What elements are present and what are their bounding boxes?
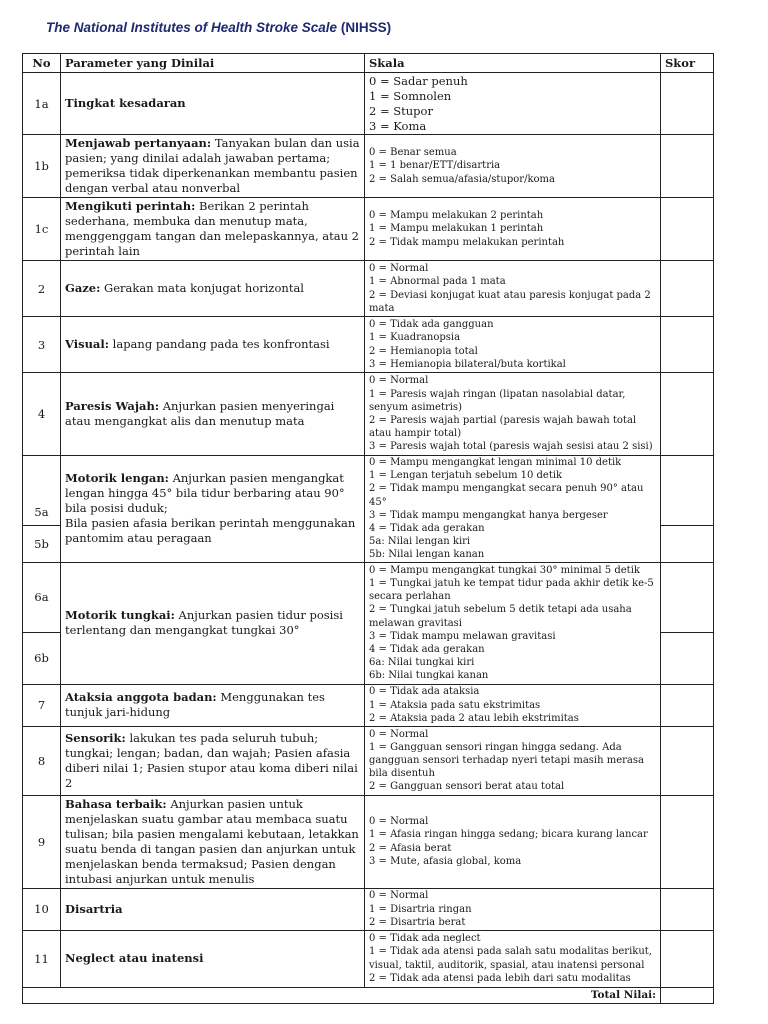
skala-cell — [365, 135, 661, 198]
skala-line: 0 = Mampu mengangkat lengan minimal 10 detik — [369, 457, 622, 468]
skala-line: 1 = Abnormal pada 1 mata — [369, 276, 506, 288]
skor-cell[interactable] — [661, 317, 714, 373]
param-cell — [61, 73, 365, 135]
title-abbr: (NIHSS) — [340, 20, 392, 35]
skala-line: 1 = Somnolen — [369, 88, 452, 103]
param-name: Motorik lengan: — [65, 471, 169, 486]
skala-line: 0 = Normal — [369, 263, 429, 275]
skala-line: 3 = Tidak mampu melawan gravitasi — [369, 630, 556, 642]
skor-cell[interactable] — [661, 632, 714, 684]
skala-cell — [365, 73, 661, 135]
header-skor: Skor — [661, 54, 714, 73]
param-cell — [61, 684, 365, 726]
header-param: Parameter yang Dinilai — [61, 54, 365, 73]
param-name: Visual: — [65, 337, 109, 351]
skala-line: 3 = Mute, afasia global, koma — [369, 855, 522, 867]
row-no: 1a — [23, 73, 61, 135]
skala-line: 4 = Tidak ada gerakan — [369, 643, 485, 655]
skor-cell[interactable] — [661, 562, 714, 632]
skala-line: 0 = Sadar penuh — [369, 73, 468, 88]
param-cell — [61, 261, 365, 317]
param-cell — [61, 373, 365, 456]
table-row — [23, 930, 714, 987]
skala-line: 2 = Tidak mampu mengangkat secara penuh 90° atau 45° — [369, 483, 644, 508]
skala-line: 2 = Afasia berat — [369, 842, 452, 854]
row-no: 1b — [23, 135, 61, 198]
skala-line: 3 = Tidak mampu mengangkat hanya bergeser — [369, 509, 608, 521]
row-no: 6b — [23, 632, 61, 684]
row-no: 9 — [23, 795, 61, 888]
param-cell — [61, 562, 365, 684]
skala-cell — [365, 261, 661, 317]
skala-line: 0 = Tidak ada gangguan — [369, 319, 494, 331]
row-no: 5b — [23, 525, 61, 562]
row-no: 10 — [23, 888, 61, 930]
skala-line: 1 = Disartria ringan — [369, 903, 472, 915]
header-no: No — [23, 54, 61, 73]
param-name: Tingkat kesadaran — [65, 96, 186, 110]
header-skala: Skala — [365, 54, 661, 73]
param-desc: lakukan tes pada seluruh tubuh; tungkai; lengan; badan, dan wajah; Pasien afasia diberi nilai 1; Pasien stupor atau koma diberi nilai 2 — [65, 730, 358, 790]
skala-line: 0 = Tidak ada neglect — [369, 933, 481, 945]
param-name: Sensorik: — [65, 730, 126, 745]
table-row — [23, 456, 714, 526]
param-desc: lapang pandang pada tes konfrontasi — [112, 337, 330, 351]
skala-line: 1 = Paresis wajah ringan (lipatan nasolabial datar, senyum asimetris) — [369, 388, 626, 413]
skala-cell — [365, 373, 661, 456]
param-name: Ataksia anggota badan: — [65, 690, 217, 705]
skala-line: 0 = Mampu mengangkat tungkai 30° minimal 5 detik — [369, 564, 640, 576]
total-label: Total Nilai: — [23, 987, 661, 1003]
skala-cell — [365, 888, 661, 930]
skala-line: 2 = Disartria berat — [369, 916, 466, 928]
row-no: 7 — [23, 684, 61, 726]
skala-line: 1 = Gangguan sensori ringan hingga sedang. Ada gangguan sensori terhadap nyeri tetapi masih merasa bila disentuh — [369, 741, 644, 780]
skala-line: 2 = Hemianopia total — [369, 345, 478, 357]
param-cell — [61, 456, 365, 563]
skala-line: 6a: Nilai tungkai kiri — [369, 657, 475, 669]
table-row — [23, 198, 714, 261]
param-cell — [61, 726, 365, 795]
param-desc: Gerakan mata konjugat horizontal — [104, 281, 304, 295]
param-desc: Anjurkan pasien mengangkat lengan hingga 45° bila tidur berbaring atau 90° bila posisi duduk; — [65, 471, 345, 516]
row-no: 11 — [23, 930, 61, 987]
table-row — [23, 684, 714, 726]
table-row — [23, 261, 714, 317]
skor-cell[interactable] — [661, 135, 714, 198]
skala-cell — [365, 795, 661, 888]
skor-cell[interactable] — [661, 930, 714, 987]
header-row — [23, 54, 714, 73]
skala-line: 1 = Mampu melakukan 1 perintah — [369, 223, 544, 235]
skala-line: 2 = Tungkai jatuh sebelum 5 detik tetapi ada usaha melawan gravitasi — [369, 604, 632, 629]
skala-line: 0 = Mampu melakukan 2 perintah — [369, 210, 544, 222]
skala-line: 2 = Gangguan sensori berat atau total — [369, 781, 565, 793]
skala-line: 2 = Deviasi konjugat kuat atau paresis konjugat pada 2 mata — [369, 289, 651, 314]
table-row — [23, 373, 714, 456]
skala-line: 2 = Paresis wajah partial (paresis wajah bawah total atau hampir total) — [369, 415, 637, 440]
param-desc: Anjurkan pasien untuk menjelaskan suatu gambar atau membaca suatu tulisan; bila pasien mengalami kebutaan, letakkan suatu benda di tangan pasien dan anjurkan untuk menjelaskan benda termaksud; Pasien dengan intubasi anjurkan untuk menulis — [65, 796, 359, 886]
param-cell — [61, 795, 365, 888]
skor-cell[interactable] — [661, 198, 714, 261]
param-name: Motorik tungkai: — [65, 608, 175, 623]
table-row — [23, 795, 714, 888]
skala-line: 0 = Normal — [369, 375, 429, 387]
skala-line: 1 = Lengan terjatuh sebelum 10 detik — [369, 470, 563, 482]
skala-line: 0 = Benar semua — [369, 147, 457, 159]
skala-line: 4 = Tidak ada gerakan — [369, 523, 485, 535]
table-row — [23, 726, 714, 795]
nihss-table — [22, 53, 714, 1004]
param-name: Mengikuti perintah: — [65, 199, 196, 213]
skala-line: 5b: Nilai lengan kanan — [369, 549, 485, 561]
skala-line: 1 = Tidak ada atensi pada salah satu modalitas berikut, visual, taktil, auditorik, spasial, atau inatensi personal — [369, 946, 652, 971]
param-cell — [61, 888, 365, 930]
skor-cell[interactable] — [661, 525, 714, 562]
skala-cell — [365, 317, 661, 373]
skor-cell[interactable] — [661, 888, 714, 930]
param-desc: Menggunakan tes tunjuk jari-hidung — [65, 690, 325, 720]
skala-line: 0 = Tidak ada ataksia — [369, 686, 480, 698]
table-row — [23, 562, 714, 632]
table-row — [23, 73, 714, 135]
param-name: Gaze: — [65, 281, 101, 295]
row-no: 1c — [23, 198, 61, 261]
skala-line: 2 = Tidak mampu melakukan perintah — [369, 236, 565, 248]
skala-line: 3 = Koma — [369, 118, 427, 133]
param-name: Paresis Wajah: — [65, 399, 160, 413]
table-row — [23, 317, 714, 373]
skala-cell — [365, 684, 661, 726]
param-cell — [61, 930, 365, 987]
skala-cell — [365, 562, 661, 684]
param-desc: Anjurkan pasien menyeringai atau mengangkat alis dan menutup mata — [65, 399, 335, 428]
total-row — [23, 987, 714, 1003]
skala-line: 0 = Normal — [369, 816, 429, 828]
title-italic: The National Institutes of Health Stroke Scale — [46, 20, 338, 35]
skala-line: 1 = 1 benar/ETT/disartria — [369, 160, 501, 172]
param-desc: Tanyakan bulan dan usia pasien; yang dinilai adalah jawaban pertama; pemeriksa tidak diperkenankan membantu pasien dengan verbal atau nonverbal — [65, 136, 360, 195]
param-name: Disartria — [65, 901, 123, 916]
skor-cell[interactable] — [661, 456, 714, 526]
param-name: Neglect atau inatensi — [65, 951, 204, 966]
param-name: Menjawab pertanyaan: — [65, 136, 212, 150]
param-cell — [61, 317, 365, 373]
param-desc-2: Bila pasien afasia berikan perintah menggunakan pantomim atau peragaan — [65, 516, 356, 546]
row-no: 3 — [23, 317, 61, 373]
skor-cell[interactable] — [661, 261, 714, 317]
skala-line: 2 = Ataksia pada 2 atau lebih ekstrimitas — [369, 712, 579, 724]
skala-line: 3 = Paresis wajah total (paresis wajah sesisi atau 2 sisi) — [369, 441, 653, 453]
skor-cell[interactable] — [661, 73, 714, 135]
skala-line: 3 = Hemianopia bilateral/buta kortikal — [369, 358, 566, 370]
skala-line: 1 = Ataksia pada satu ekstrimitas — [369, 699, 541, 711]
skala-line: 0 = Normal — [369, 728, 429, 740]
skor-cell[interactable] — [661, 684, 714, 726]
row-no: 6a — [23, 562, 61, 632]
param-cell — [61, 198, 365, 261]
skor-cell[interactable] — [661, 373, 714, 456]
row-no: 8 — [23, 726, 61, 795]
skala-line: 1 = Afasia ringan hingga sedang; bicara kurang lancar — [369, 829, 648, 841]
skala-line: 6b: Nilai tungkai kanan — [369, 670, 489, 682]
skala-cell — [365, 726, 661, 795]
skor-cell[interactable] — [661, 795, 714, 888]
skala-cell — [365, 198, 661, 261]
skala-cell — [365, 456, 661, 563]
skala-line: 0 = Normal — [369, 890, 429, 902]
page-title — [46, 20, 391, 35]
skala-line: 2 = Salah semua/afasia/stupor/koma — [369, 173, 555, 185]
param-cell — [61, 135, 365, 198]
param-desc: Berikan 2 perintah sederhana, membuka dan menutup mata, menggenggam tangan dan melepaskannya, atau 2 perintah lain — [65, 199, 359, 258]
param-desc: Anjurkan pasien tidur posisi terlentang dan mengangkat tungkai 30° — [65, 608, 343, 638]
row-no: 5a — [23, 456, 61, 526]
param-name: Bahasa terbaik: — [65, 796, 167, 811]
table-row — [23, 888, 714, 930]
table-row — [23, 135, 714, 198]
skala-cell — [365, 930, 661, 987]
total-skor-cell[interactable] — [661, 987, 714, 1003]
row-no: 4 — [23, 373, 61, 456]
skala-line: 2 = Stupor — [369, 103, 433, 118]
skala-line: 1 = Tungkai jatuh ke tempat tidur pada akhir detik ke-5 secara perlahan — [369, 577, 654, 603]
skala-line: 5a: Nilai lengan kiri — [369, 536, 471, 548]
skala-line: 2 = Tidak ada atensi pada lebih dari satu modalitas — [369, 972, 631, 984]
skor-cell[interactable] — [661, 726, 714, 795]
skala-line: 1 = Kuadranopsia — [369, 332, 461, 344]
row-no: 2 — [23, 261, 61, 317]
